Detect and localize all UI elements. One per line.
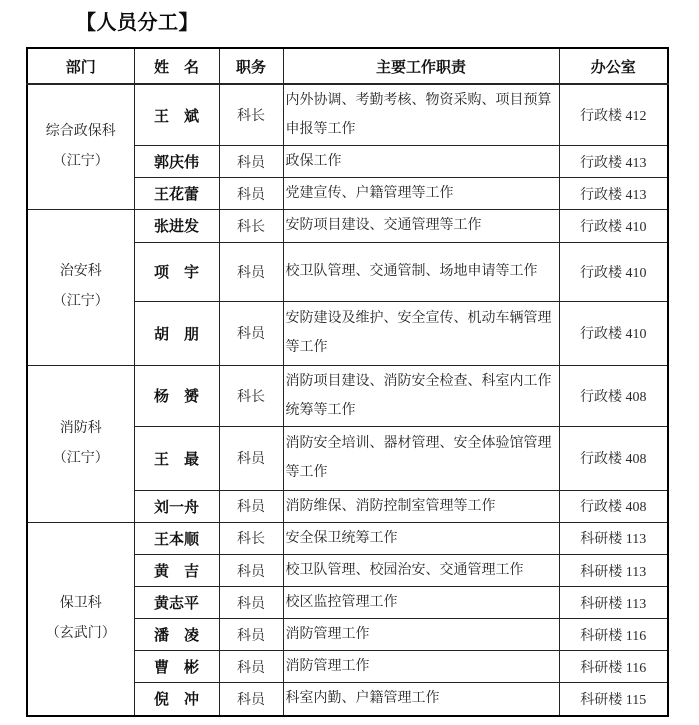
duties-cell: 消防管理工作 <box>283 651 559 683</box>
header-dept: 部门 <box>27 48 134 84</box>
table-row <box>27 210 668 242</box>
duties-cell: 科室内勤、户籍管理工作 <box>283 683 559 716</box>
dept-cell <box>27 365 134 522</box>
position-cell: 科员 <box>219 554 283 586</box>
office-cell: 行政楼 410 <box>559 210 668 242</box>
name-cell: 潘 凌 <box>134 619 219 651</box>
office-cell: 行政楼 412 <box>559 84 668 146</box>
table-row <box>27 365 668 426</box>
office-cell: 科研楼 115 <box>559 683 668 716</box>
duties-cell: 校区监控管理工作 <box>283 587 559 619</box>
name-cell: 杨 赟 <box>134 365 219 426</box>
office-cell: 行政楼 408 <box>559 490 668 522</box>
office-cell: 科研楼 116 <box>559 651 668 683</box>
office-cell: 科研楼 116 <box>559 619 668 651</box>
position-cell: 科长 <box>219 365 283 426</box>
office-cell: 行政楼 408 <box>559 426 668 490</box>
duties-cell: 校卫队管理、校园治安、交通管理工作 <box>283 554 559 586</box>
duties-cell: 校卫队管理、交通管制、场地申请等工作 <box>283 242 559 301</box>
duties-cell: 消防管理工作 <box>283 619 559 651</box>
section-baowei <box>27 522 668 715</box>
duties-cell: 消防项目建设、消防安全检查、科室内工作统筹等工作 <box>283 365 559 426</box>
header-office: 办公室 <box>559 48 668 84</box>
duties-cell: 政保工作 <box>283 146 559 178</box>
position-cell: 科员 <box>219 619 283 651</box>
position-cell: 科员 <box>219 301 283 365</box>
name-cell: 倪 冲 <box>134 683 219 716</box>
position-cell: 科员 <box>219 587 283 619</box>
position-cell: 科员 <box>219 146 283 178</box>
office-cell: 行政楼 410 <box>559 242 668 301</box>
dept-cell <box>27 210 134 365</box>
position-cell: 科员 <box>219 242 283 301</box>
dept-cell <box>27 84 134 210</box>
dept-name: 综合政保科 <box>45 124 116 140</box>
name-cell: 张进发 <box>134 210 219 242</box>
section-zhian <box>27 210 668 365</box>
position-cell: 科员 <box>219 651 283 683</box>
name-cell: 项 宇 <box>134 242 219 301</box>
name-cell: 曹 彬 <box>134 651 219 683</box>
name-cell: 刘一舟 <box>134 490 219 522</box>
page-title: 【人员分工】 <box>76 12 199 34</box>
dept-name: 消防科 <box>59 420 102 436</box>
dept-name: 保卫科 <box>59 595 102 611</box>
section-xiaofang <box>27 365 668 522</box>
staff-assignment-table <box>26 47 669 717</box>
duties-cell: 内外协调、考勤考核、物资采购、项目预算申报等工作 <box>283 84 559 146</box>
duties-cell: 消防安全培训、器材管理、安全体验馆管理等工作 <box>283 426 559 490</box>
position-cell: 科长 <box>219 84 283 146</box>
office-cell: 行政楼 413 <box>559 146 668 178</box>
duties-cell: 安防建设及维护、安全宣传、机动车辆管理等工作 <box>283 301 559 365</box>
section-zhenghe-zhengbao <box>27 84 668 210</box>
duties-cell: 党建宣传、户籍管理等工作 <box>283 178 559 210</box>
name-cell: 黄 吉 <box>134 554 219 586</box>
duties-cell: 安防项目建设、交通管理等工作 <box>283 210 559 242</box>
table-row <box>27 522 668 554</box>
header-row <box>27 48 668 84</box>
header-position: 职务 <box>219 48 283 84</box>
dept-cell <box>27 522 134 715</box>
name-cell: 王本顺 <box>134 522 219 554</box>
name-cell: 王花蕾 <box>134 178 219 210</box>
dept-campus: （江宁） <box>52 154 109 170</box>
office-cell: 行政楼 408 <box>559 365 668 426</box>
header-name: 姓 名 <box>134 48 219 84</box>
table-header <box>27 48 668 84</box>
office-cell: 科研楼 113 <box>559 522 668 554</box>
position-cell: 科长 <box>219 522 283 554</box>
position-cell: 科员 <box>219 490 283 522</box>
office-cell: 行政楼 413 <box>559 178 668 210</box>
table-row <box>27 84 668 146</box>
dept-campus: （玄武门） <box>45 625 116 641</box>
office-cell: 科研楼 113 <box>559 587 668 619</box>
dept-campus: （江宁） <box>52 294 109 310</box>
position-cell: 科员 <box>219 426 283 490</box>
office-cell: 科研楼 113 <box>559 554 668 586</box>
name-cell: 王 最 <box>134 426 219 490</box>
name-cell: 胡 朋 <box>134 301 219 365</box>
dept-name: 治安科 <box>59 264 102 280</box>
position-cell: 科员 <box>219 178 283 210</box>
position-cell: 科员 <box>219 683 283 716</box>
office-cell: 行政楼 410 <box>559 301 668 365</box>
position-cell: 科长 <box>219 210 283 242</box>
duties-cell: 安全保卫统筹工作 <box>283 522 559 554</box>
dept-campus: （江宁） <box>52 450 109 466</box>
header-duties: 主要工作职责 <box>283 48 559 84</box>
name-cell: 黄志平 <box>134 587 219 619</box>
name-cell: 王 斌 <box>134 84 219 146</box>
duties-cell: 消防维保、消防控制室管理等工作 <box>283 490 559 522</box>
name-cell: 郭庆伟 <box>134 146 219 178</box>
